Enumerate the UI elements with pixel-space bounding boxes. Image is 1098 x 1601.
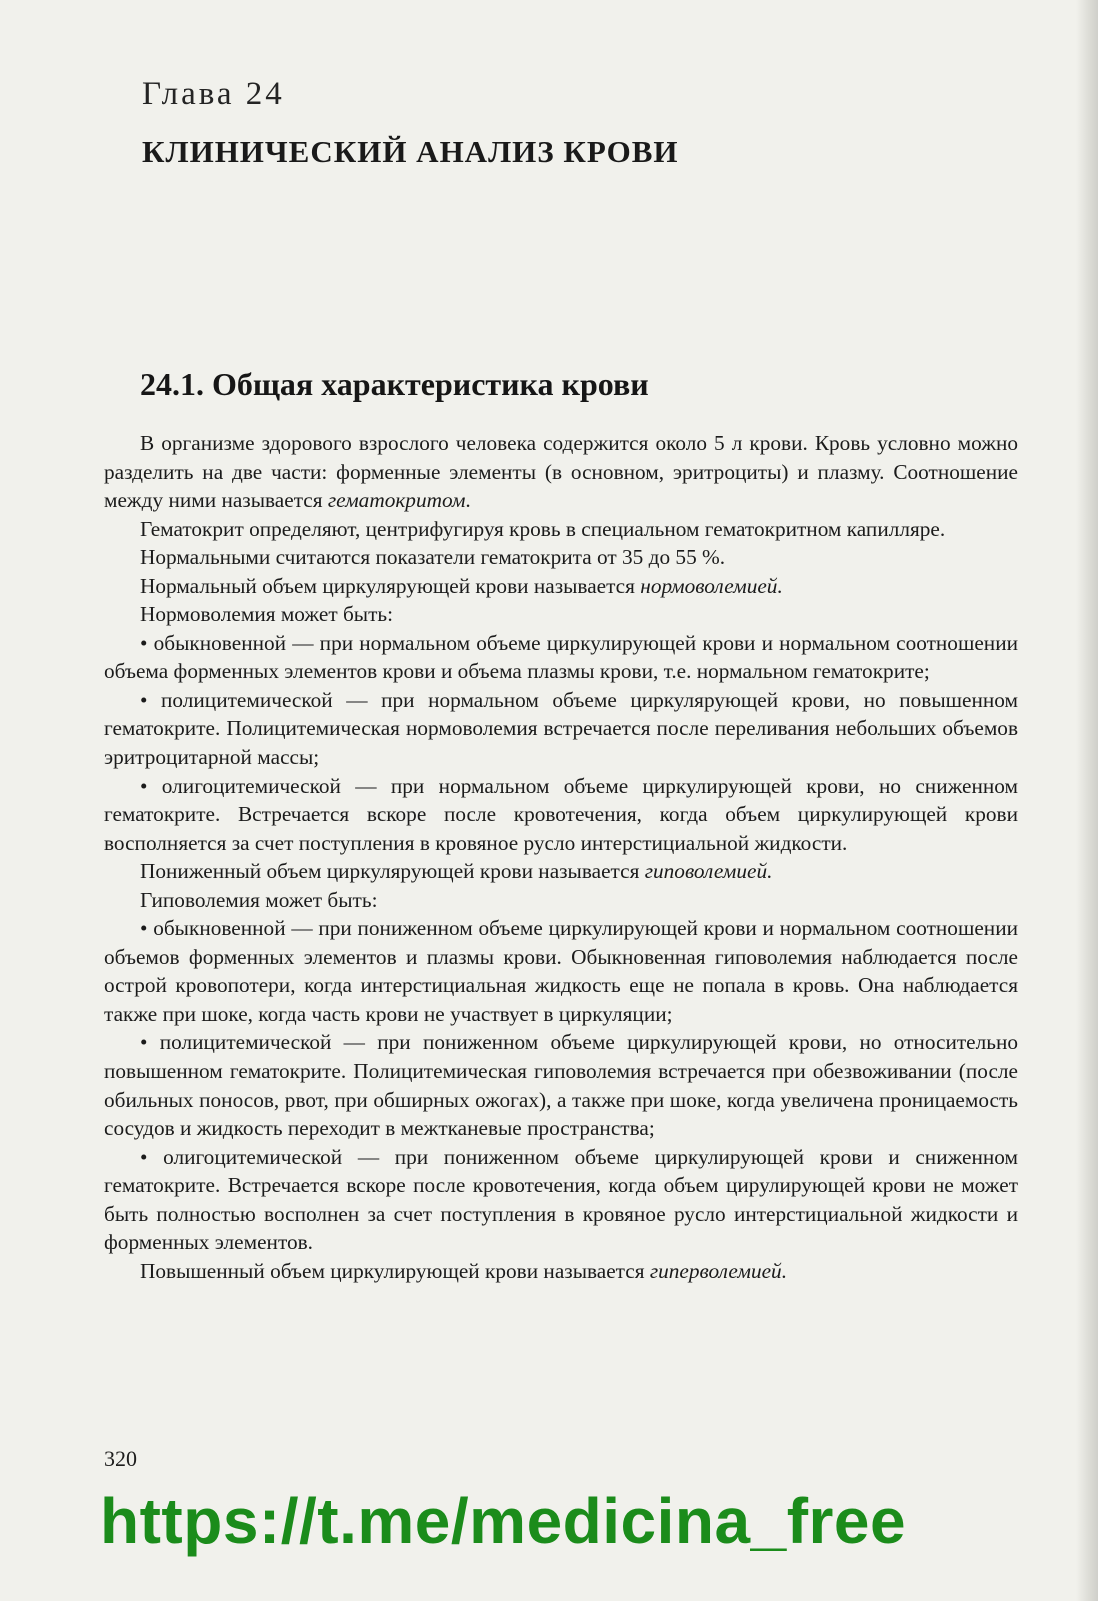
chapter-label: Глава 24 — [142, 76, 285, 112]
watermark-link[interactable]: https://t.me/medicina_free — [100, 1485, 907, 1557]
chapter-title: КЛИНИЧЕСКИЙ АНАЛИЗ КРОВИ — [142, 134, 679, 169]
page-number: 320 — [104, 1446, 137, 1471]
text-run: Нормальными считаются показатели гематокрита от 35 до 55 %. — [140, 545, 726, 570]
paragraph — [104, 857, 1018, 886]
paragraph — [104, 429, 1018, 515]
text-run: Нормальный объем циркулярующей крови называется — [140, 573, 641, 598]
text-run: Гематокрит определяют, центрифугируя кровь в специальном гематокритном капилляре. — [140, 516, 946, 541]
paragraph — [104, 515, 1018, 544]
text-run: В организме здорового взрослого человека содержится около 5 л крови. Кровь условно можно разделить на две части: форменные элементы (в основном, эритроциты) и плазму. Соотношение между ними называется — [104, 431, 1018, 513]
text-run: олигоцитемической — при нормальном объеме циркулирующей крови, но сниженном гематокрите. Встречается вскоре после кровотечения, когда объем циркулирующей крови восполняется за счет поступления в кровяное русло интерстициальной жидкости. — [104, 773, 1018, 855]
bullet-paragraph — [104, 686, 1018, 772]
paragraph — [104, 543, 1018, 572]
text-run: Повышенный объем циркулирующей крови называется — [140, 1258, 650, 1283]
paragraph — [104, 886, 1018, 915]
text-run: обыкновенной — при нормальном объеме циркулирующей крови и нормальном соотношении объема форменных элементов крови и объема плазмы крови, т.е. нормальном гематокрите; — [104, 630, 1018, 684]
text-run: полицитемической — при нормальном объеме циркулярующей крови, но повышенном гематокрите. Полицитемическая нормоволемия встречается после переливания небольших объемов эритроцитарной массы; — [104, 687, 1019, 770]
text-run: олигоцитемической — при пониженном объеме циркулирующей крови и сниженном гематокрите. Встречается вскоре после кровотечения, когда объем цирулирующей крови не может быть полностью восполнен за счет поступления в кровяное русло интерстициальной жидкости и форменных элементов. — [104, 1144, 1019, 1255]
page-right-edge — [1076, 0, 1098, 1601]
paragraph — [104, 1257, 1018, 1286]
paragraph — [104, 600, 1018, 629]
text-run: . — [465, 488, 471, 513]
bullet-paragraph — [104, 772, 1018, 858]
italic-term: нормоволемией. — [640, 573, 783, 598]
text-run: Гиповолемия может быть: — [140, 887, 378, 912]
italic-term: гематокритом — [327, 488, 466, 513]
bullet-paragraph — [104, 914, 1018, 1028]
bullet-paragraph — [104, 1143, 1018, 1257]
bullet-paragraph — [104, 629, 1018, 686]
italic-term: гиповолемией. — [644, 859, 773, 884]
bullet-paragraph — [104, 1028, 1018, 1142]
text-run: Пониженный объем циркулярующей крови называется — [140, 859, 645, 884]
text-run: обыкновенной — при пониженном объеме циркулирующей крови и нормальном соотношении объемов форменных элементов и плазмы крови. Обыкновенная гиповолемия наблюдается после острой кровопотери, когда интерстициальная жидкость еще не попала в кровь. Она наблюдается также при шоке, когда часть крови не участвует в циркуляции; — [104, 916, 1019, 1026]
text-run: полицитемической — при пониженном объеме циркулирующей крови, но относительно повышенном гематокрите. Полицитемическая гиповолемия встречается при обезвоживании (после обильных поносов, рвот, при обширных ожогах), а также при шоке, когда увеличена проницаемость сосудов и жидкость переходит в межтканевые пространства; — [104, 1030, 1018, 1141]
text-run: Нормоволемия может быть: — [140, 602, 394, 627]
italic-term: гиперволемией. — [649, 1258, 788, 1283]
paragraph — [104, 572, 1018, 601]
body-text — [104, 429, 1018, 1285]
section-title: 24.1. Общая характеристика крови — [140, 366, 649, 402]
